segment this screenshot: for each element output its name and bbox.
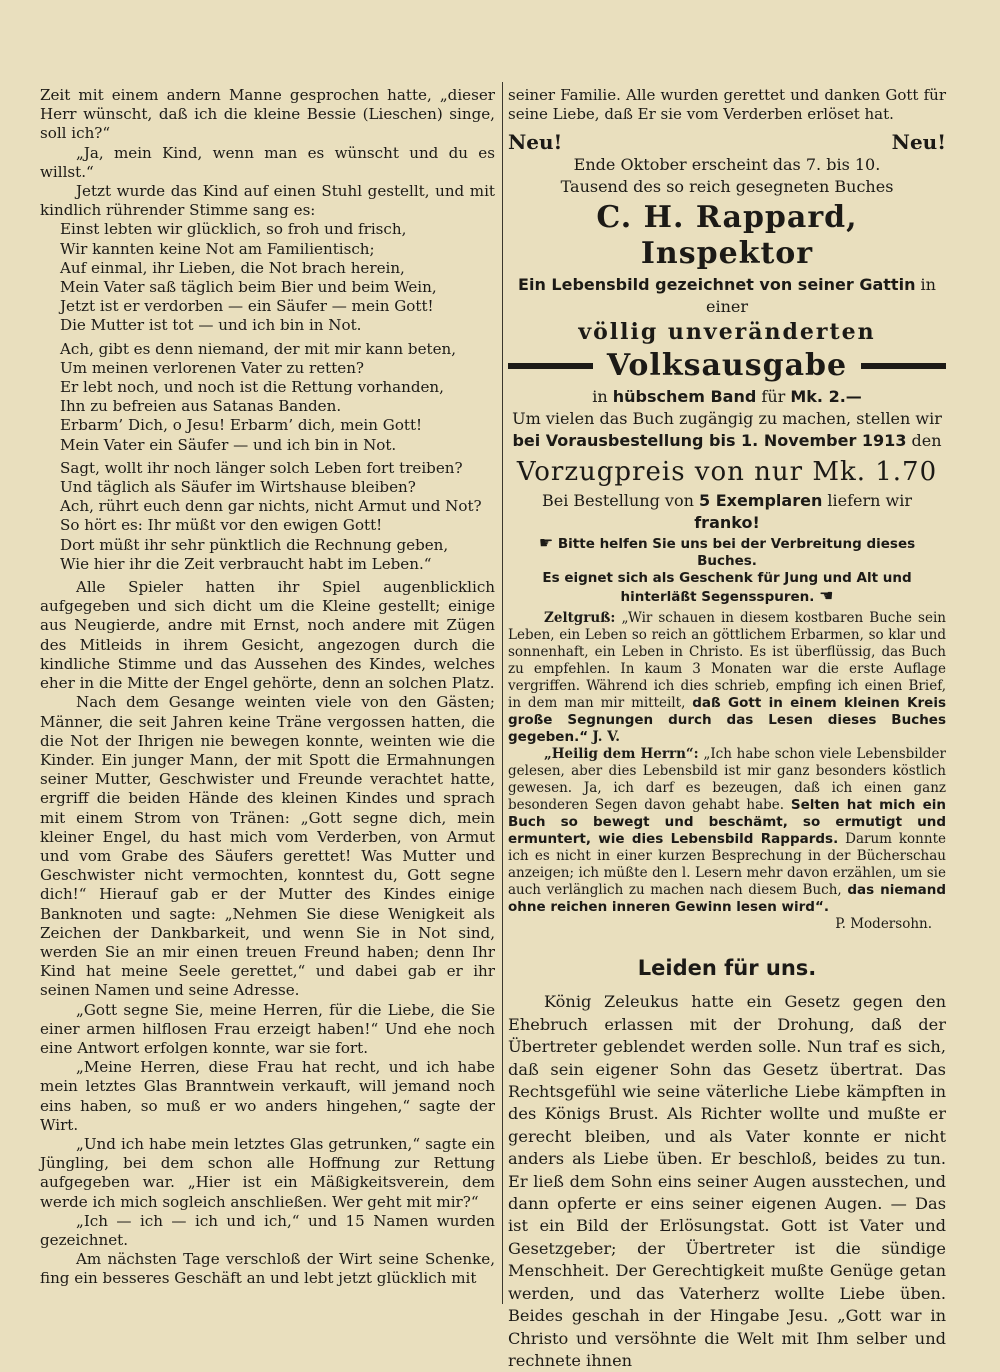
review-signature: J. V.	[592, 729, 620, 746]
ad-bestellung	[508, 490, 946, 534]
review-text-bold: das niemand ohne reichen inneren Gewinn lesen wird“.	[508, 882, 946, 916]
poem-line: Einst lebten wir glücklich, so froh und frisch,	[60, 220, 407, 239]
poem-line: Dort müßt ihr sehr pünktlich die Rechnung geben,	[60, 535, 449, 554]
poem-stanza	[60, 220, 495, 335]
text: Bei Bestellung von	[541, 491, 694, 511]
review-signature: P. Modersohn.	[835, 916, 932, 933]
ad-offer	[508, 408, 946, 452]
neu-label: Neu!	[891, 130, 946, 155]
poem-line: Um meinen verlorenen Vater zu retten?	[60, 358, 365, 377]
paragraph: Am nächsten Tage verschloß der Wirt seine Schenke, fing ein besseres Geschäft an und lebt jetzt glücklich mit	[40, 1250, 495, 1288]
text-bold: hübschem Band	[612, 387, 757, 407]
ad-subtitle	[508, 274, 946, 318]
neu-label: Neu!	[508, 130, 563, 155]
column-divider	[502, 82, 503, 1304]
text: den	[911, 431, 942, 451]
ad-line: Ende Oktober erscheint das 7. bis 10.	[573, 155, 881, 175]
text-bold: 5 Exemplaren	[698, 491, 823, 511]
paragraph: Jetzt wurde das Kind auf einen Stuhl gestellt, und mit kindlich rührender Stimme sang es:	[40, 182, 495, 220]
text: Es eignet sich als Geschenk für Jung und Alt und hinterläßt Segensspuren.	[542, 570, 912, 606]
decorative-bar	[861, 363, 946, 369]
review	[508, 746, 946, 916]
poem-line: Ihn zu befreien aus Satanas Banden.	[60, 397, 342, 416]
ad-subtitle-bold: Ein Lebensbild gezeichnet von seiner Gattin	[518, 275, 916, 295]
review	[508, 610, 946, 746]
article-title: Leiden für uns.	[637, 956, 817, 981]
neu-banner	[508, 130, 946, 154]
paragraph: seiner Familie. Alle wurden gerettet und danken Gott für seine Liebe, daß Er sie vom Verderben erlöset hat.	[508, 86, 946, 124]
poem-stanza	[60, 459, 495, 574]
review-text: „Ich habe schon viele Lebensbilder gelesen, aber dies Lebensbild ist mir ganz besonders köstlich gewesen. Ja, ich darf es bezeugen, daß ich einen ganz besonderen Segen davon gehabt habe.	[508, 746, 947, 814]
review-text: Darum konnte ich es nicht in einer kurzen Besprechung in der Bücherschau anzeigen; ich müßte den l. Lesern mehr davon erzählen, um sie auch verlänglich zu machen nach diesem Buch,	[508, 831, 946, 899]
review-source: „Heilig dem Herrn“:	[544, 746, 699, 763]
text-bold: bei Vorausbestellung bis 1. November 1913	[512, 431, 907, 451]
text: für	[761, 387, 786, 407]
paragraph: Alle Spieler hatten ihr Spiel augenblicklich aufgegeben und sich dicht um die Kleine gestellt; einige aus Neugierde, andre mit Ernst, noch andere mit Zügen des Mitleids in ihrem Gesicht, angezogen durch die kindliche Stimme und das Aussehen des Kindes, welches eher in die Mitte der Engel gehörte, denn an solchen Platz.	[40, 578, 495, 693]
volksausgabe-banner	[508, 348, 946, 384]
poem-stanza	[60, 340, 495, 455]
ad-bitte	[508, 534, 946, 570]
text: Um vielen das Buch zugängig zu machen, stellen wir	[512, 409, 942, 429]
paragraph: „Ich — ich — ich und ich,“ und 15 Namen wurden gezeichnet.	[40, 1211, 495, 1249]
volksausgabe-title: Volksausgabe	[606, 348, 848, 384]
price: Mk. 2.—	[790, 387, 862, 407]
poem-line: Auf einmal, ihr Lieben, die Not brach herein,	[60, 258, 405, 277]
paragraph: „Ja, mein Kind, wenn man es wünscht und du es willst.“	[40, 143, 495, 181]
paragraph: Nach dem Gesange weinten viele von den Gästen; Männer, die seit Jahren keine Träne vergossen hatten, die die Not der Ihrigen nie bewegen konnte, weinten wie die Kinder. Ein junger Mann, der mit Spott die Ermahnungen seiner Mutter, Geschwister und Freunde verachtet hatte, ergriff die beiden Hände des kleinen Kindes und sprach mit einem Strom von Tränen: „Gott segne dich, mein kleiner Engel, du hast mich vom Verderben, von Armut und vom Grabe des Säufers gerettet! Was Mutter und Geschwister nicht vermochten, konntest du, Gott segne dich!“ Hierauf gab er der Mutter des Kindes einige Banknoten und sagte: „Nehmen Sie diese Wenigkeit als Zeichen der Dankbarkeit, und wenn Sie in Not sind, werden Sie an mir einen treuen Freund haben; denn Ihr Kind hat meine Seele gerettet,“ und dabei gab er ihr seinen Namen und seine Adresse.	[40, 693, 495, 1000]
paragraph: „Gott segne Sie, meine Herren, für die Liebe, die Sie einer armen hilflosen Frau erzeigt haben!“ Und ehe noch eine Antwort erfolgen konnte, war sie fort.	[40, 1000, 495, 1057]
review-text-bold: daß Gott in einem kleinen Kreis große Segnungen durch das Lesen dieses Buches gegeben.“	[508, 695, 946, 746]
ad-edition: völlig unveränderten	[578, 319, 876, 346]
ad-subtitle-rest: in einer	[705, 275, 936, 317]
article-body: König Zeleukus hatte ein Gesetz gegen den Ehebruch erlassen mit der Drohung, daß der Übertreter geblendet werden solle. Nun traf es sich, daß sein eigener Sohn das Gesetz übertrat. Das Rechtsgefühl wie seine väterliche Liebe kämpften in des Königs Brust. Als Richter wollte und mußte er gerecht bleiben, und als Vater konnte er nicht anders als Liebe üben. Er beschloß, beides zu tun. Er ließ dem Sohn eins seiner Augen ausstechen, und dann opferte er eins seiner eigenen Augen. — Das ist ein Bild der Erlösungstat. Gott ist Vater und Gesetzgeber; der Übertreter ist die sündige Menschheit. Der Gerechtigkeit mußte Genüge getan werden, und das Vaterherz wollte Liebe üben. Beides geschah in der Hingabe Jesu. „Gott war in Christo und versöhnte die Welt mit Ihm selber und rechnete ihnen	[508, 992, 946, 1370]
ad-band-line	[508, 386, 946, 408]
poem-line: Ach, rührt euch denn gar nichts, nicht Armut und Not?	[60, 497, 482, 516]
pointing-hand-icon: ☚	[819, 586, 834, 606]
song-poem	[60, 220, 495, 574]
poem-line: Und täglich als Säufer im Wirtshause bleiben?	[60, 478, 416, 497]
pointing-hand-icon: ☛	[538, 533, 554, 553]
paragraph: „Und ich habe mein letztes Glas getrunken,“ sagte ein Jüngling, bei dem schon alle Hoffnung zur Rettung aufgegeben war. „Hier ist ein Mäßigkeitsverein, dem werde ich mich sogleich anschließen. Wer geht mit mir?“	[40, 1134, 495, 1211]
ad-line: Tausend des so reich gesegneten Buches	[560, 177, 894, 197]
poem-line: Die Mutter ist tot — und ich bin in Not.	[60, 316, 362, 335]
poem-line: Mein Vater ein Säufer — und ich bin in Not.	[60, 435, 397, 454]
poem-line: Wie hier ihr die Zeit verbraucht habt im Leben.“	[60, 554, 432, 573]
review-source: Zeltgruß:	[544, 610, 616, 627]
review-text-bold: Selten hat mich ein Buch so bewegt und beschämt, so ermutigt und ermuntert, wie dies Lebensbild Rappards.	[508, 797, 946, 848]
review-text: „Wir schauen in diesem kostbaren Buche sein Leben, ein Leben so reich an göttlichem Erbarmen, so klar und sonnenhaft, ein Leben in Christo. Es ist überflüssig, das Buch zu empfehlen. In kaum 3 Monaten war die erste Auflage vergriffen. Während ich dies schrieb, empfing ich einen Brief, in dem man mir mitteilt,	[508, 610, 946, 712]
paragraph: „Meine Herren, diese Frau hat recht, und ich habe mein letztes Glas Branntwein verkauft, will jemand noch eins haben, so muß er wo anders hingehen,“ sagte der Wirt.	[40, 1058, 495, 1134]
poem-line: Ach, gibt es denn niemand, der mit mir kann beten,	[60, 339, 457, 358]
text: Bitte helfen Sie uns bei der Verbreitung dieses Buches.	[557, 536, 916, 570]
text: liefern wir	[827, 491, 913, 511]
book-title: C. H. Rappard, Inspektor	[596, 200, 858, 272]
poem-line: Erbarm’ Dich, o Jesu! Erbarm’ dich, mein Gott!	[60, 416, 423, 435]
decorative-bar	[508, 363, 593, 369]
ad-geschenk	[508, 570, 946, 606]
poem-line: Mein Vater saß täglich beim Bier und beim Wein,	[60, 278, 437, 297]
book-advertisement	[508, 130, 946, 606]
poem-line: Sagt, wollt ihr noch länger solch Leben fort treiben?	[60, 458, 463, 477]
left-column	[40, 86, 495, 1289]
text: in	[592, 387, 608, 407]
text-bold: franko!	[694, 513, 760, 533]
poem-line: So hört es: Ihr müßt vor den ewigen Gott!	[60, 516, 383, 535]
special-price: Vorzugpreis von nur Mk. 1.70	[516, 457, 938, 488]
paragraph: Zeit mit einem andern Manne gesprochen hatte, „dieser Herr wünscht, daß ich die kleine Bessie (Lieschen) singe, soll ich?“	[40, 86, 495, 143]
poem-line: Er lebt noch, und noch ist die Rettung vorhanden,	[60, 378, 444, 397]
right-column	[508, 86, 946, 1372]
poem-line: Jetzt ist er verdorben — ein Säufer — mein Gott!	[60, 297, 434, 316]
poem-line: Wir kannten keine Not am Familientisch;	[60, 239, 375, 258]
